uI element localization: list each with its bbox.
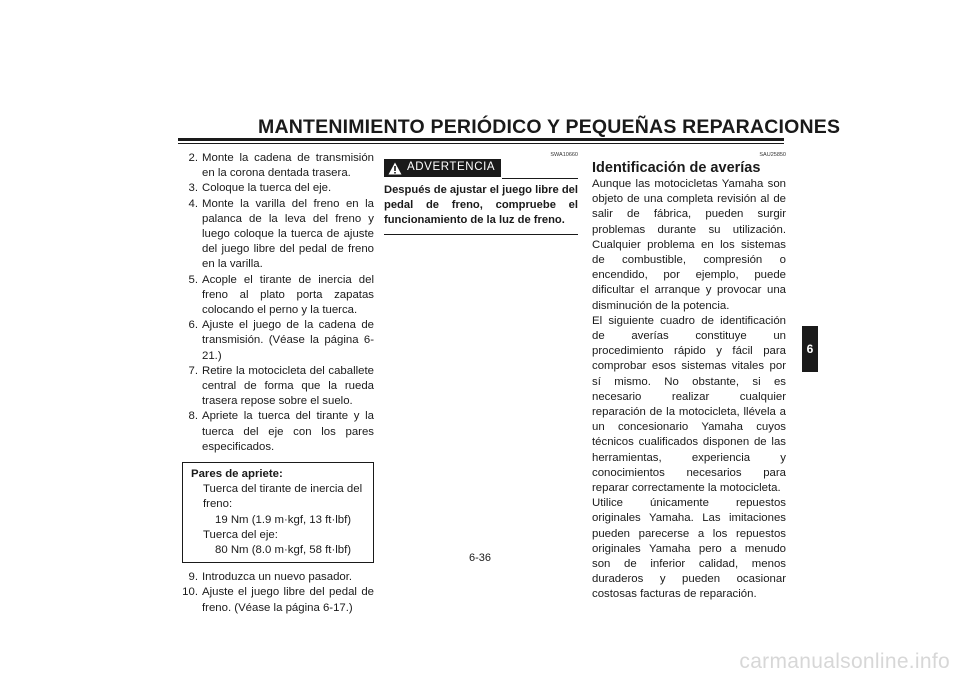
step-item <box>182 318 374 364</box>
step-number: 7. <box>188 364 198 377</box>
chapter-tab: 6 <box>802 326 818 372</box>
title-rule-thin <box>178 143 784 144</box>
right-column <box>592 151 786 603</box>
warning-bottom-rule <box>384 234 578 235</box>
step-number: 3. <box>188 182 198 195</box>
steps-list-b <box>182 570 374 616</box>
warning-header <box>384 159 578 181</box>
warning-code: SWA10660 <box>550 152 578 158</box>
step-item <box>182 364 374 410</box>
step-text: Monte la varilla del freno en la palanca de la leva del freno y luego coloque la tuerca de ajuste del juego libre del pedal de freno en la varilla. <box>202 197 374 271</box>
step-item <box>182 181 374 196</box>
torque-item-value: 80 Nm (8.0 m·kgf, 58 ft·lbf) <box>215 544 352 557</box>
page-number: 6-36 <box>468 552 492 564</box>
step-number: 2. <box>188 152 198 164</box>
torque-item-label: Tuerca del tirante de inercia del freno: <box>203 483 363 511</box>
step-number: 10. <box>182 586 198 599</box>
step-text: Introduzca un nuevo pasador. <box>202 571 353 584</box>
warning-text: Después de ajustar el juego libre del pedal de freno, compruebe el funcionamiento de la luz de freno. <box>384 184 578 226</box>
step-item <box>182 585 374 615</box>
section-code: SAU25850 <box>759 152 786 158</box>
torque-heading: Pares de apriete: <box>191 468 283 481</box>
step-item <box>182 197 374 273</box>
step-number: 9. <box>188 571 198 584</box>
warning-badge <box>384 159 501 177</box>
step-text: Ajuste el juego libre del pedal de freno. (Véase la página 6-17.) <box>202 586 374 614</box>
watermark: carmanualsonline.info <box>739 650 950 673</box>
section-heading: Identificación de averías <box>592 160 761 176</box>
paragraph: El siguiente cuadro de identificación de averías constituye un procedimiento rápido y fácil para comprobar esos sistemas vitales por sí mismo. No obstante, si es necesario realizar cualquier reparación de la motocicleta, llévela a un concesionario Yamaha cuyos técnicos cualificados disponen de las herramientas, experiencia y conocimientos necesarios para reparar correctamente la motocicleta. <box>592 314 786 495</box>
step-text: Coloque la tuerca del eje. <box>202 182 332 195</box>
step-number: 8. <box>188 410 198 423</box>
warning-rule <box>502 178 578 179</box>
step-item <box>182 273 374 319</box>
step-number: 5. <box>188 273 198 286</box>
step-item <box>182 151 374 181</box>
step-text: Apriete la tuerca del tirante y la tuerca del eje con los pares especificados. <box>202 410 374 453</box>
warning-label: ADVERTENCIA <box>407 161 496 174</box>
step-number: 4. <box>188 197 198 210</box>
step-text: Ajuste el juego de la cadena de transmisión. (Véase la página 6-21.) <box>202 319 374 362</box>
step-item <box>182 570 374 585</box>
step-text: Retire la motocicleta del caballete central de forma que la rueda trasera repose sobre el suelo. <box>202 364 374 408</box>
middle-column <box>384 151 578 235</box>
torque-item-label: Tuerca del eje: <box>203 528 278 541</box>
torque-item-value: 19 Nm (1.9 m·kgf, 13 ft·lbf) <box>215 513 352 526</box>
step-item <box>182 409 374 455</box>
paragraph: Utilice únicamente repuestos originales Yamaha. Las imitaciones pueden parecerse a los repuestos originales Yamaha pero a menudo son de inferior calidad, menos duraderos y pueden ocasionar costosas facturas de reparación. <box>592 497 786 601</box>
step-text: Acople el tirante de inercia del freno al plato porta zapatas colocando el perno y la tuerca. <box>202 273 374 317</box>
page-title: MANTENIMIENTO PERIÓDICO Y PEQUEÑAS REPARACIONES <box>258 116 841 138</box>
torque-spec-box <box>182 462 374 563</box>
warning-triangle-icon <box>388 162 402 175</box>
left-column <box>182 151 374 616</box>
step-text: Monte la cadena de transmisión en la corona dentada trasera. <box>202 152 374 180</box>
paragraph: Aunque las motocicletas Yamaha son objeto de una completa revisión al de salir de fábrica, pueden surgir problemas durante su utilización. Cualquier problema en los sistemas de combustible, compresión o encendido, por ejemplo, puede dificultar el arranque y provocar una disminución de la potencia. <box>592 178 786 312</box>
title-rule-thick <box>178 138 784 141</box>
step-number: 6. <box>188 319 198 332</box>
steps-list-a <box>182 151 374 455</box>
